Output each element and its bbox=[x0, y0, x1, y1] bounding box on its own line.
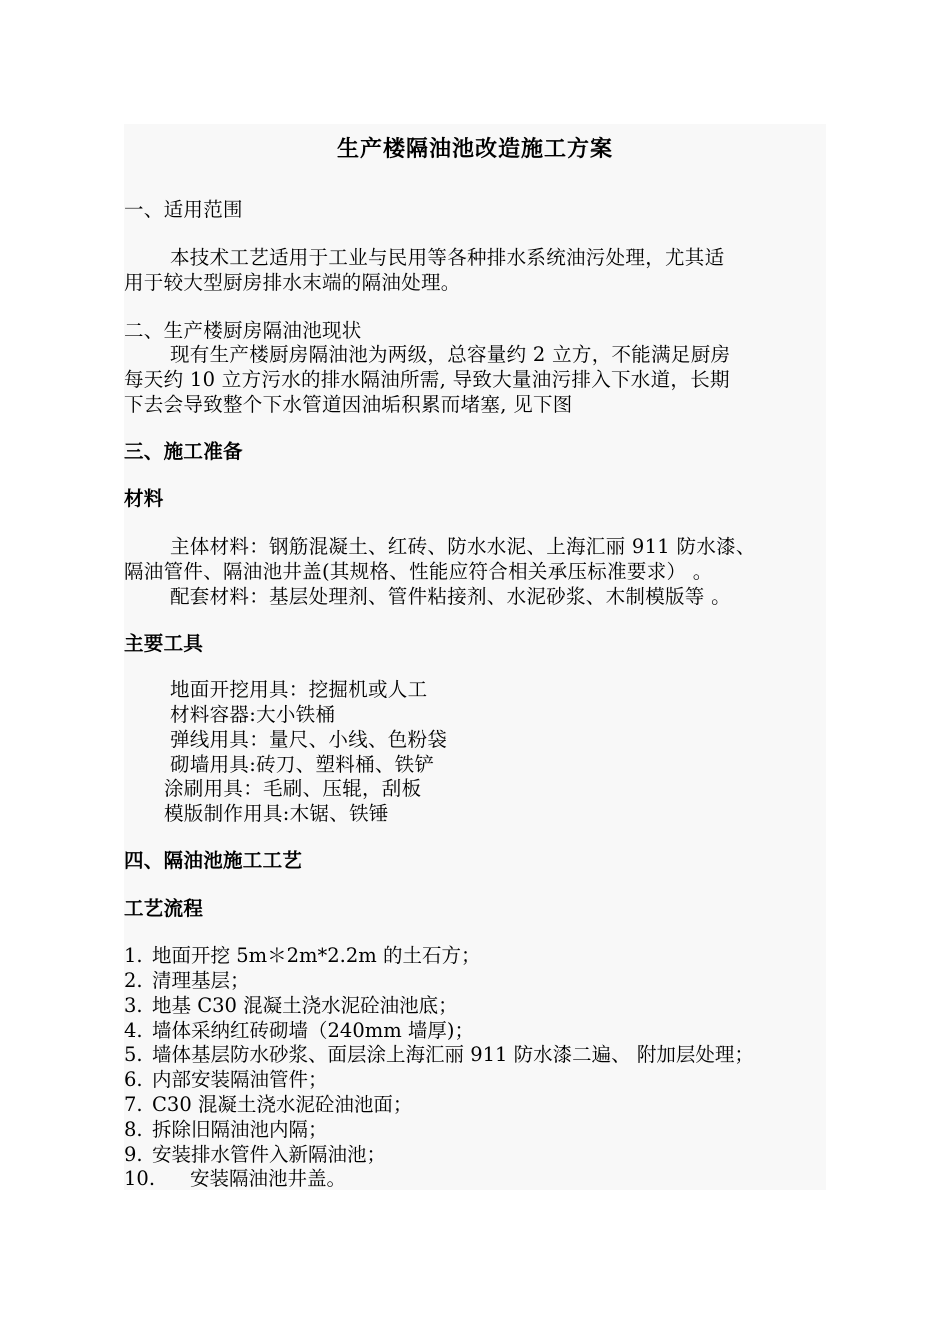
step-text: 安装排水管件入新隔油池； bbox=[152, 1143, 387, 1166]
step-number: 10. bbox=[124, 1167, 156, 1190]
step-text: 安装隔油池井盖。 bbox=[190, 1167, 347, 1190]
process-step bbox=[124, 1042, 754, 1067]
tool-item: 涂刷用具：毛刷、压辊，刮板 bbox=[164, 777, 422, 800]
step-text: C30 混凝土浇水泥砼油池面； bbox=[152, 1093, 413, 1116]
step-number: 3. bbox=[124, 994, 143, 1017]
process-step bbox=[124, 1166, 346, 1191]
step-number: 6. bbox=[124, 1068, 143, 1091]
step-text: 墙体采纳红砖砌墙（240mm 墙厚)； bbox=[152, 1019, 475, 1042]
section-2-paragraph-line-2: 每天约 10 立方污水的排水隔油所需, 导致大量油污排入下水道，长期 bbox=[124, 368, 730, 391]
step-text: 拆除旧隔油池内隔； bbox=[152, 1118, 328, 1141]
section-4-heading: 四、隔油池施工工艺 bbox=[124, 849, 303, 872]
step-number: 8. bbox=[124, 1118, 143, 1141]
auxiliary-materials-line: 配套材料：基层处理剂、管件粘接剂、水泥砂浆、木制模版等 。 bbox=[170, 585, 731, 608]
step-number: 7. bbox=[124, 1093, 143, 1116]
section-2-paragraph-line-3: 下去会导致整个下水管道因油垢积累而堵塞, 见下图 bbox=[124, 393, 573, 416]
process-step bbox=[124, 968, 250, 993]
main-materials-line-2: 隔油管件、隔油池井盖(其规格、性能应符合相关承压标准要求） 。 bbox=[124, 560, 713, 583]
tool-item: 弹线用具：量尺、小线、色粉袋 bbox=[170, 728, 448, 751]
section-1-paragraph-line-2: 用于较大型厨房排水末端的隔油处理。 bbox=[124, 271, 461, 294]
process-step bbox=[124, 943, 480, 968]
process-step bbox=[124, 993, 458, 1018]
document-title: 生产楼隔油池改造施工方案 bbox=[336, 136, 613, 162]
section-1-heading: 一、适用范围 bbox=[124, 198, 243, 221]
step-text: 地基 C30 混凝土浇水泥砼油池底； bbox=[152, 994, 458, 1017]
section-3-heading: 三、施工准备 bbox=[124, 440, 243, 463]
tools-heading: 主要工具 bbox=[124, 632, 204, 655]
step-number: 1. bbox=[124, 944, 143, 967]
step-number: 9. bbox=[124, 1143, 143, 1166]
step-number: 4. bbox=[124, 1019, 143, 1042]
tool-item: 砌墙用具:砖刀、塑料桶、铁铲 bbox=[170, 753, 435, 776]
step-text: 墙体基层防水砂浆、面层涂上海汇丽 911 防水漆二遍、 附加层处理； bbox=[152, 1043, 754, 1066]
section-1-paragraph-line-1: 本技术工艺适用于工业与民用等各种排水系统油污处理，尤其适 bbox=[170, 246, 725, 269]
step-number: 5. bbox=[124, 1043, 143, 1066]
main-materials-line-1: 主体材料：钢筋混凝土、红砖、防水水泥、上海汇丽 911 防水漆、 bbox=[170, 535, 756, 558]
tool-item: 模版制作用具:木锯、铁锤 bbox=[164, 802, 389, 825]
process-step bbox=[124, 1117, 328, 1142]
step-text: 清理基层； bbox=[152, 969, 250, 992]
process-step bbox=[124, 1018, 474, 1043]
process-step bbox=[124, 1142, 386, 1167]
step-text: 内部安装隔油管件； bbox=[152, 1068, 328, 1091]
step-number: 2. bbox=[124, 969, 143, 992]
section-2-heading: 二、生产楼厨房隔油池现状 bbox=[124, 319, 362, 342]
process-step bbox=[124, 1092, 412, 1117]
materials-heading: 材料 bbox=[124, 487, 164, 510]
process-heading: 工艺流程 bbox=[124, 897, 204, 920]
section-2-paragraph-line-1: 现有生产楼厨房隔油池为两级，总容量约 2 立方，不能满足厨房 bbox=[170, 343, 731, 366]
tool-item: 材料容器:大小铁桶 bbox=[170, 703, 336, 726]
process-step bbox=[124, 1067, 328, 1092]
document-page bbox=[124, 124, 826, 1190]
tool-item: 地面开挖用具：挖掘机或人工 bbox=[170, 678, 428, 701]
step-text: 地面开挖 5m＊2m*2.2m 的土石方； bbox=[152, 944, 481, 967]
